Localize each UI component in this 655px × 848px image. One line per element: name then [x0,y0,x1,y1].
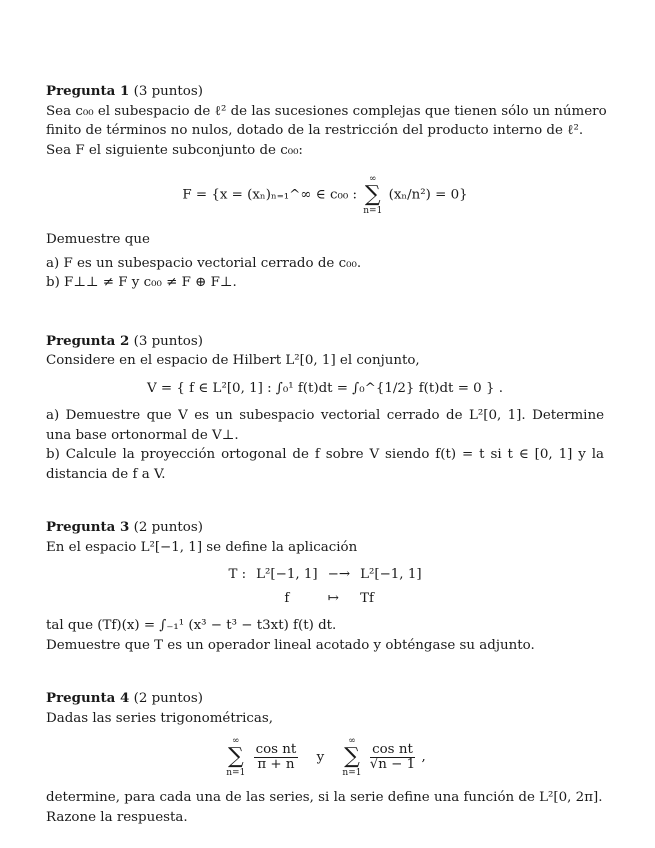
sigma-icon: ∑ [344,744,360,769]
question-2-formula: V = { f ∈ L²[0, 1] : ∫₀¹ f(t)dt = ∫₀^{1/2} f(t)dt = 0 } . [147,380,503,396]
question-1-points: (3 puntos) [133,84,203,99]
map-codomain: L²[−1, 1] [360,567,422,582]
question-4-line-1: Dadas las series trigonométricas, [46,710,274,726]
question-2-line-1: Considere en el espacio de Hilbert L²[0, 1] el conjunto, [46,353,420,368]
series-2-denominator: √n − 1 [369,756,416,772]
question-1-line-1: Sea c₀₀ el subespacio de ℓ² de las sucesiones complejas que tienen sólo un número [46,103,607,119]
series-2-sum [342,736,361,778]
question-4 [46,689,604,827]
question-1-heading: Pregunta 1 [46,83,130,99]
series-1-upper: ∞ [232,736,240,746]
question-4-points: (2 puntos) [133,691,203,706]
map-domain: L²[−1, 1] [256,567,318,582]
map-output: Tf [360,590,374,606]
question-1-formula [46,174,604,216]
series-conjunction: y [316,749,325,765]
question-2-part-b: b) Calcule la proyección ortogonal de f sobre V siendo f(t) = t si t ∈ [0, 1] y la distancia de f a V. [46,447,604,482]
sum-upper-limit: ∞ [369,174,377,184]
question-1-part-a: a) F es un subespacio vectorial cerrado de c₀₀. [46,255,362,271]
series-1-numerator: cos nt [255,741,297,757]
series-1-lower: n=1 [226,768,246,778]
series-1-denominator: π + n [257,756,295,772]
question-1-line-2: finito de términos no nulos, dotado de la restricción del producto interno de ℓ². [46,123,584,138]
map-operator: T : [228,567,247,582]
formula-left: F = {x = (xₙ)ₙ₌₁^∞ ∈ c₀₀ : [182,187,357,203]
question-2 [46,332,604,485]
question-3-mapping [46,565,604,608]
exam-page [46,82,607,827]
series-2-fraction [370,743,415,772]
question-1-part-b: b) F⊥⊥ ≠ F y c₀₀ ≠ F ⊕ F⊥. [46,275,237,290]
question-3 [46,518,604,655]
series-tail: , [421,749,426,765]
summation-symbol [363,174,382,216]
question-3-heading: Pregunta 3 [46,519,130,535]
question-4-heading: Pregunta 4 [46,690,130,706]
series-1-sum [226,736,245,778]
series-2-lower: n=1 [342,768,362,778]
arrow-right-icon: −→ [327,567,351,582]
question-3-line-2: tal que (Tf)(x) = ∫₋₁¹ (x³ − t³ − t3xt) f(t) dt. [46,618,337,633]
question-2-points: (3 puntos) [133,333,203,349]
question-3-points: (2 puntos) [133,520,203,535]
series-1-fraction [254,743,299,772]
series-2-upper: ∞ [348,736,356,746]
formula-right: (xₙ/n²) = 0} [388,187,468,203]
question-4-line-3: Razone la respuesta. [46,809,188,825]
series-2-numerator: cos nt [372,741,413,757]
question-2-heading: Pregunta 2 [46,332,130,349]
sigma-icon: ∑ [364,182,381,207]
map-input: f [284,590,290,606]
question-3-line-3: Demuestre que T es un operador lineal acotado y obténgase su adjunto. [46,637,535,653]
question-1 [46,82,607,293]
question-4-series [46,736,604,778]
sigma-icon: ∑ [227,744,244,769]
question-1-line-3: Sea F el siguiente subconjunto de c₀₀: [46,142,303,158]
maps-to-icon: ↦ [327,590,339,606]
question-1-prove: Demuestre que [46,232,150,247]
sum-lower-limit: n=1 [363,206,383,216]
question-4-line-2: determine, para cada una de las series, si la serie define una función de L²[0, 2π]. [46,790,603,805]
question-3-line-1: En el espacio L²[−1, 1] se define la aplicación [46,539,358,555]
question-2-part-a: a) Demuestre que V es un subespacio vectorial cerrado de L²[0, 1]. Determine una base ortonormal de V⊥. [46,408,604,443]
